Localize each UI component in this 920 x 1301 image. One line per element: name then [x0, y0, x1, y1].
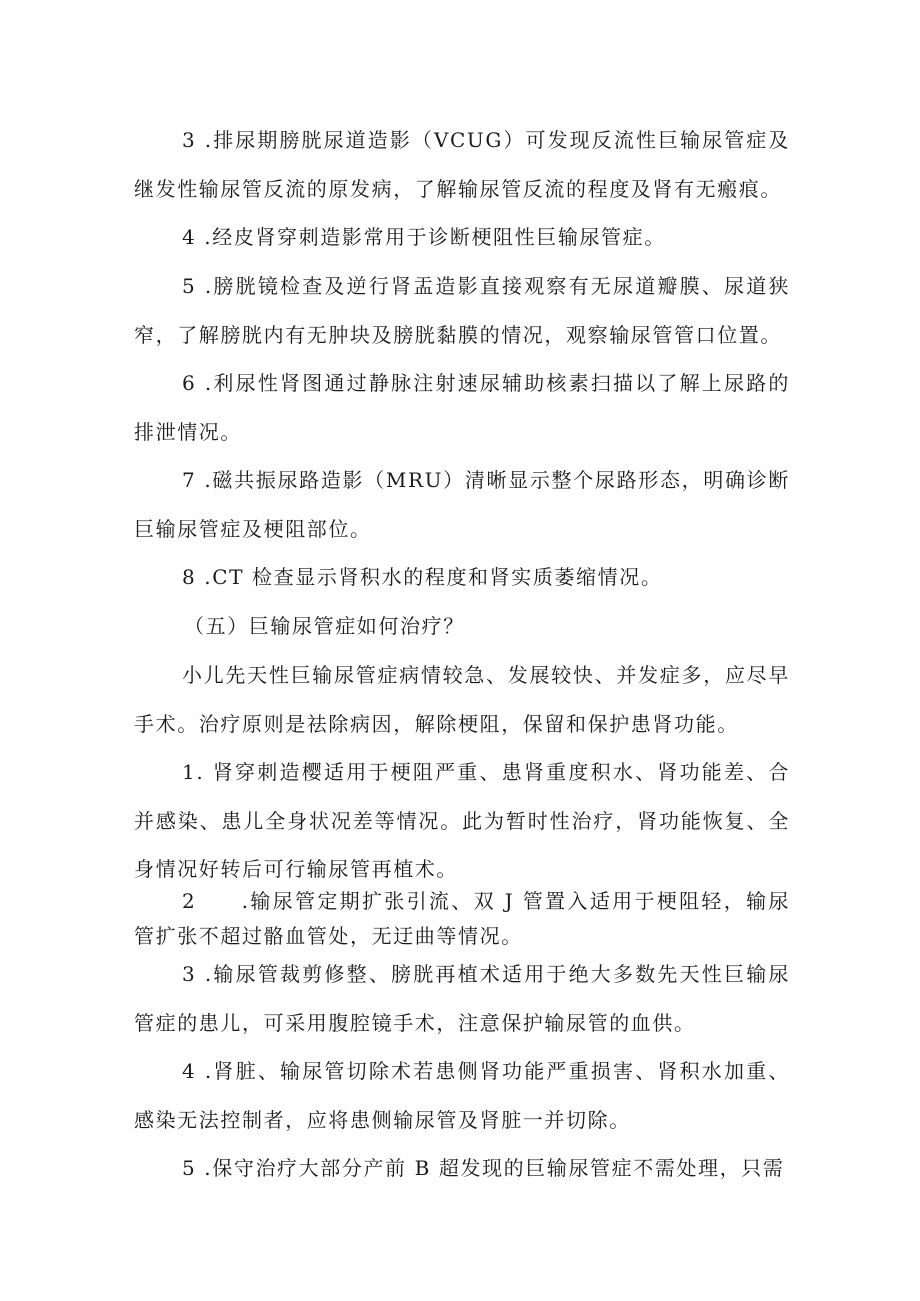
section-heading-treatment: （五）巨输尿管症如何治疗？ [184, 614, 465, 638]
paragraph-mru: 7 .磁共振尿路造影（MRU）清晰显示整个尿路形态，明确诊断巨输尿管症及梗阻部位。 [134, 468, 790, 541]
paragraph-nephrectomy: 4 .肾脏、输尿管切除术若患侧肾功能严重损害、肾积水加重、感染无法控制者，应将患侧输尿管及肾脏一并切除。 [134, 1059, 790, 1132]
paragraph-dilation: 2 .输尿管定期扩张引流、双 J 管置入适用于梗阻轻，输尿管扩张不超过骼血管处，无迂曲等情况。 [134, 889, 790, 948]
paragraph-conservative: 5 .保守治疗大部分产前 B 超发现的巨输尿管症不需处理，只需 [182, 1156, 785, 1180]
paragraph-treatment-intro: 小儿先天性巨输尿管症病情较急、发展较快、并发症多，应尽早手术。治疗原则是祛除病因，解除梗阻，保留和保护患肾功能。 [134, 663, 790, 736]
paragraph-percutaneous: 4 .经皮肾穿刺造影常用于诊断梗阻性巨输尿管症。 [182, 225, 666, 249]
paragraph-cystoscopy: 5 .膀胱镜检查及逆行肾盂造影直接观察有无尿道瓣膜、尿道狭窄，了解膀胱内有无肿块及膀胱黏膜的情况，观察输尿管管口位置。 [134, 274, 790, 347]
paragraph-vcug: 3 .排尿期膀胱尿道造影（VCUG）可发现反流性巨输尿管症及继发性输尿管反流的原发病，了解输尿管反流的程度及肾有无瘢痕。 [134, 128, 790, 201]
paragraph-ct: 8 .CT 检查显示肾积水的程度和肾实质萎缩情况。 [182, 565, 663, 589]
paragraph-renogram: 6 .利尿性肾图通过静脉注射速尿辅助核素扫描以了解上尿路的排泄情况。 [134, 371, 790, 444]
paragraph-reimplantation: 3 .输尿管裁剪修整、膀胱再植术适用于绝大多数先天性巨输尿管症的患儿，可采用腹腔镜手术，注意保护输尿管的血供。 [134, 962, 790, 1035]
paragraph-nephrostomy: 1. 肾穿刺造樱适用于梗阻严重、患肾重度积水、肾功能差、合并感染、患儿全身状况差等情况。此为暂时性治疗，肾功能恢复、全身情况好转后可行输尿管再植术。 [134, 760, 790, 881]
